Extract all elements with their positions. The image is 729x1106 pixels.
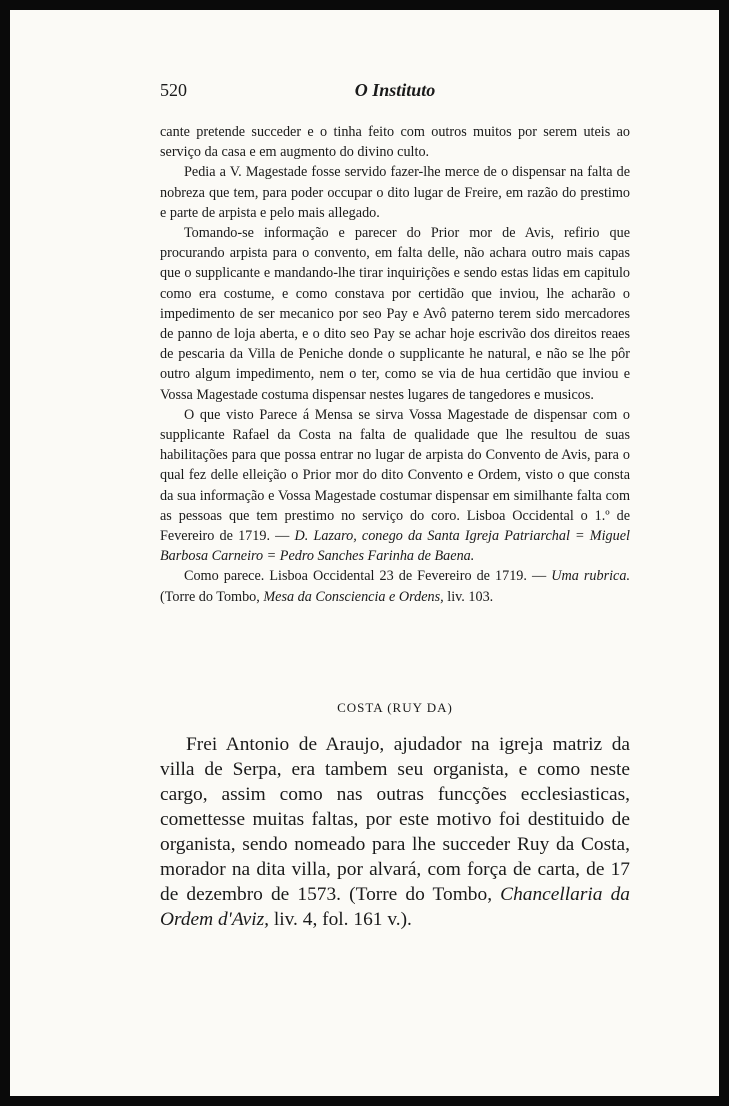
- source-title: Mesa da Consciencia e Ordens,: [263, 588, 444, 605]
- source-reference: liv. 4, fol. 161 v.).: [269, 909, 412, 930]
- paragraph: Pedia a V. Magestade fosse servido fazer-lhe merce de o dispensar na falta de nobreza que tem, para poder occupar o dito lugar de Freire, em razão do prestimo e parte de arpista e pelo mais allegado.: [160, 164, 630, 221]
- paragraph-text: Frei Antonio de Araujo, ajudador na igreja matriz da villa de Serpa, era tambem seu organista, e como neste cargo, assim como nas outras funcções ecclesiasticas, comettesse muitas faltas, por este motivo foi destituido de organista, sendo nomeado para lhe succeder Ruy da Costa, morador na dita villa, por alvará, com força de carta, de 17 de dezembro de 1573. (Torre do Tombo,: [160, 734, 630, 905]
- paragraph: Tomando-se informação e parecer do Prior mor de Avis, refirio que procurando arpista para o convento, em falta delle, não achara outro mais capas que o supplicante e mandando-lhe tirar inquirições e sendo estas lidas em capitulo como era costume, e como constava por certidão que inviou, lhe acharão o impedimento de ser mecanico por seo Pay e Avô paterno terem sido mercadores de panno de loja aberta, e o dito seo Pay se achar hoje escrivão dos direitos reaes de pescaria da Villa de Peniche donde o supplicante he natural, e não se lhe pôr outro algum impedimento, nem o ter, como se via de hua certidão que inviou e Vossa Magestade costuma dispensar nestes lugares de tangedores e musicos.: [160, 225, 630, 403]
- paragraph-text: Como parece. Lisboa Occidental 23 de Fevereiro de 1719. —: [184, 568, 552, 585]
- paragraph: [160, 732, 630, 932]
- document-text: [160, 122, 630, 607]
- signatories: D. Lazaro, conego da Santa Igreja Patriarchal = Miguel Barbosa Carneiro = Pedro Sanches Farinha de Baena.: [160, 528, 630, 565]
- page-header: [160, 80, 630, 104]
- rubrica-text: Uma rubrica.: [551, 568, 630, 585]
- source-reference: liv. 103.: [443, 588, 494, 605]
- source-title: Chancellaria da Ordem d'Aviz,: [160, 884, 630, 930]
- section-body: [160, 732, 630, 932]
- paragraph: [160, 405, 630, 567]
- page-number: 520: [160, 80, 187, 100]
- paragraph: cante pretende succeder e o tinha feito com outros muitos por serem uteis ao serviço da casa e em augmento do divino culto.: [160, 124, 630, 161]
- source-citation: (Torre do Tombo,: [160, 588, 264, 605]
- section-heading: COSTA (RUY DA): [337, 700, 453, 715]
- running-title: O Instituto: [354, 80, 436, 100]
- paragraph: [160, 566, 630, 606]
- paragraph-text: O que visto Parece á Mensa se sirva Vossa Magestade de dispensar com o supplicante Rafael da Costa na falta de qualidade que lhe resultou de suas habilitações para que possa entrar no lugar de arpista do Convento de Avis, para o qual fez delle elleição o Prior mor do dito Convento e Ordem, visto o que consta da sua informação e Vossa Magestade costumar dispensar em similhante falta com as pessoas que tem prestimo no serviço do coro. Lisboa Occidental o 1.º de Fevereiro de 1719. —: [160, 406, 630, 545]
